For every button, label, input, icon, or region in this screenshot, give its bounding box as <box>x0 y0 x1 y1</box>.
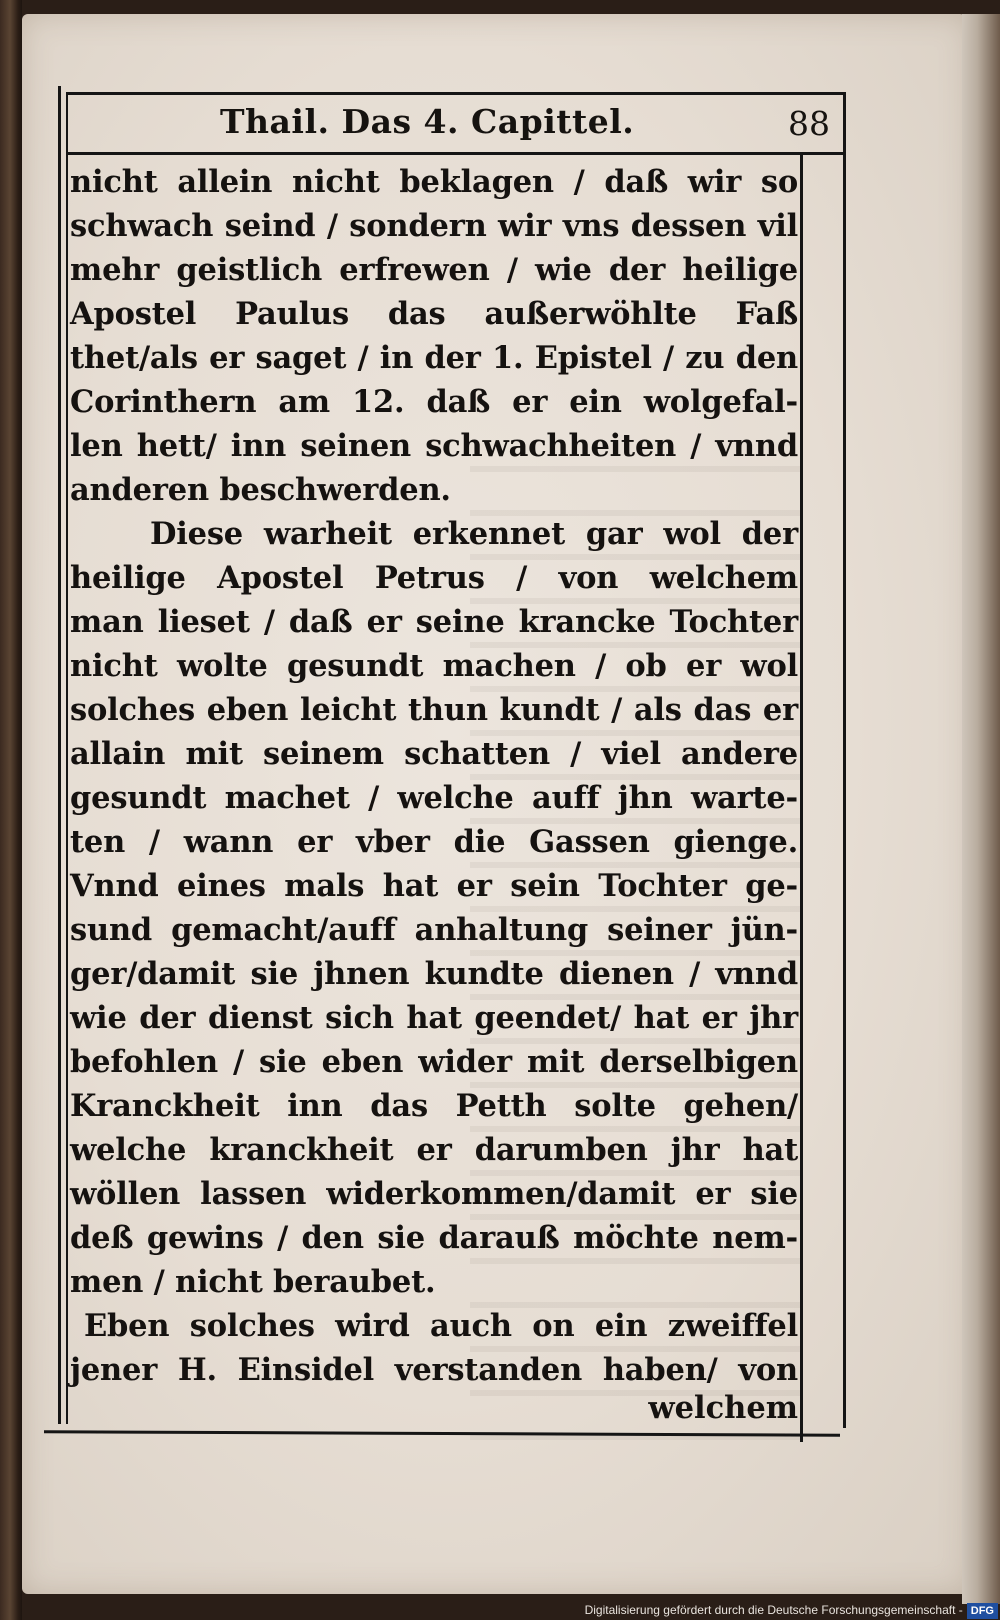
text-line: sund gemacht/auff anhaltung seiner jün- <box>70 912 798 948</box>
text-line: men / nicht beraubet. <box>70 1264 436 1300</box>
text-line: wie der dienst sich hat geendet/ hat er jhr <box>70 1000 798 1036</box>
text-line: nicht wolte gesundt machen / ob er wol <box>70 648 798 684</box>
text-line: Kranckheit inn das Petth solte gehen/ <box>70 1088 798 1124</box>
running-head: Thail. Das 4. Capittel. <box>220 102 635 141</box>
text-line: heilige Apostel Petrus / von welchem <box>70 560 798 596</box>
frame-rule-left-outer <box>58 86 61 1424</box>
page-edge <box>962 14 1000 1604</box>
catchword: welchem <box>648 1390 798 1426</box>
text-line: jener H. Einsidel verstanden haben/ von <box>70 1352 798 1388</box>
frame-rule-header <box>66 152 844 155</box>
credit-text: Digitalisierung gefördert durch die Deutsche Forschungsgemeinschaft - <box>584 1603 963 1617</box>
text-line: mehr geistlich erfrewen / wie der heilige <box>70 252 798 288</box>
text-line: ten / wann er vber die Gassen gienge. <box>70 824 798 860</box>
text-line: deß gewins / den sie darauß möchte nem- <box>70 1220 798 1256</box>
text-line: schwach seind / sondern wir vns dessen vil <box>70 208 798 244</box>
digitization-credit <box>560 1600 998 1620</box>
text-line: befohlen / sie eben wider mit derselbigen <box>70 1044 798 1080</box>
text-line: nicht allein nicht beklagen / daß wir so <box>70 164 798 200</box>
frame-rule-right-inner <box>800 152 803 1442</box>
text-line: ger/damit sie jhnen kundte dienen / vnnd <box>70 956 798 992</box>
body-text <box>70 160 798 1392</box>
text-line: man lieset / daß er seine krancke Tochter <box>70 604 798 640</box>
text-line: solches eben leicht thun kundt / als das er <box>70 692 798 728</box>
text-line: wöllen lassen widerkommen/damit er sie <box>70 1176 798 1212</box>
page-header <box>72 98 838 150</box>
text-line: welche kranckheit er darumben jhr hat <box>70 1132 798 1168</box>
text-line: Corinthern am 12. daß er ein wolgefal- <box>70 384 798 420</box>
text-line: allain mit seinem schatten / viel andere <box>70 736 798 772</box>
text-line: Vnnd eines mals hat er sein Tochter ge- <box>70 868 798 904</box>
dfg-logo: DFG <box>967 1603 998 1619</box>
frame-rule-top <box>66 92 844 95</box>
frame-rule-left-inner <box>66 94 68 1424</box>
paragraph-start-line: Eben solches wird auch on ein zweiffel <box>84 1308 798 1344</box>
page-number: 88 <box>788 104 830 143</box>
text-line: thet/als er saget / in der 1. Epistel / zu den <box>70 340 798 376</box>
text-line: gesundt machet / welche auff jhn warte- <box>70 780 798 816</box>
frame-rule-right-outer <box>843 92 846 1428</box>
text-line: anderen beschwerden. <box>70 472 451 508</box>
text-line: len hett/ inn seinen schwachheiten / vnnd <box>70 428 798 464</box>
text-line: Apostel Paulus das außerwöhlte Faß <box>70 296 798 332</box>
paragraph-start-line: Diese warheit erkennet gar wol der <box>150 516 798 552</box>
